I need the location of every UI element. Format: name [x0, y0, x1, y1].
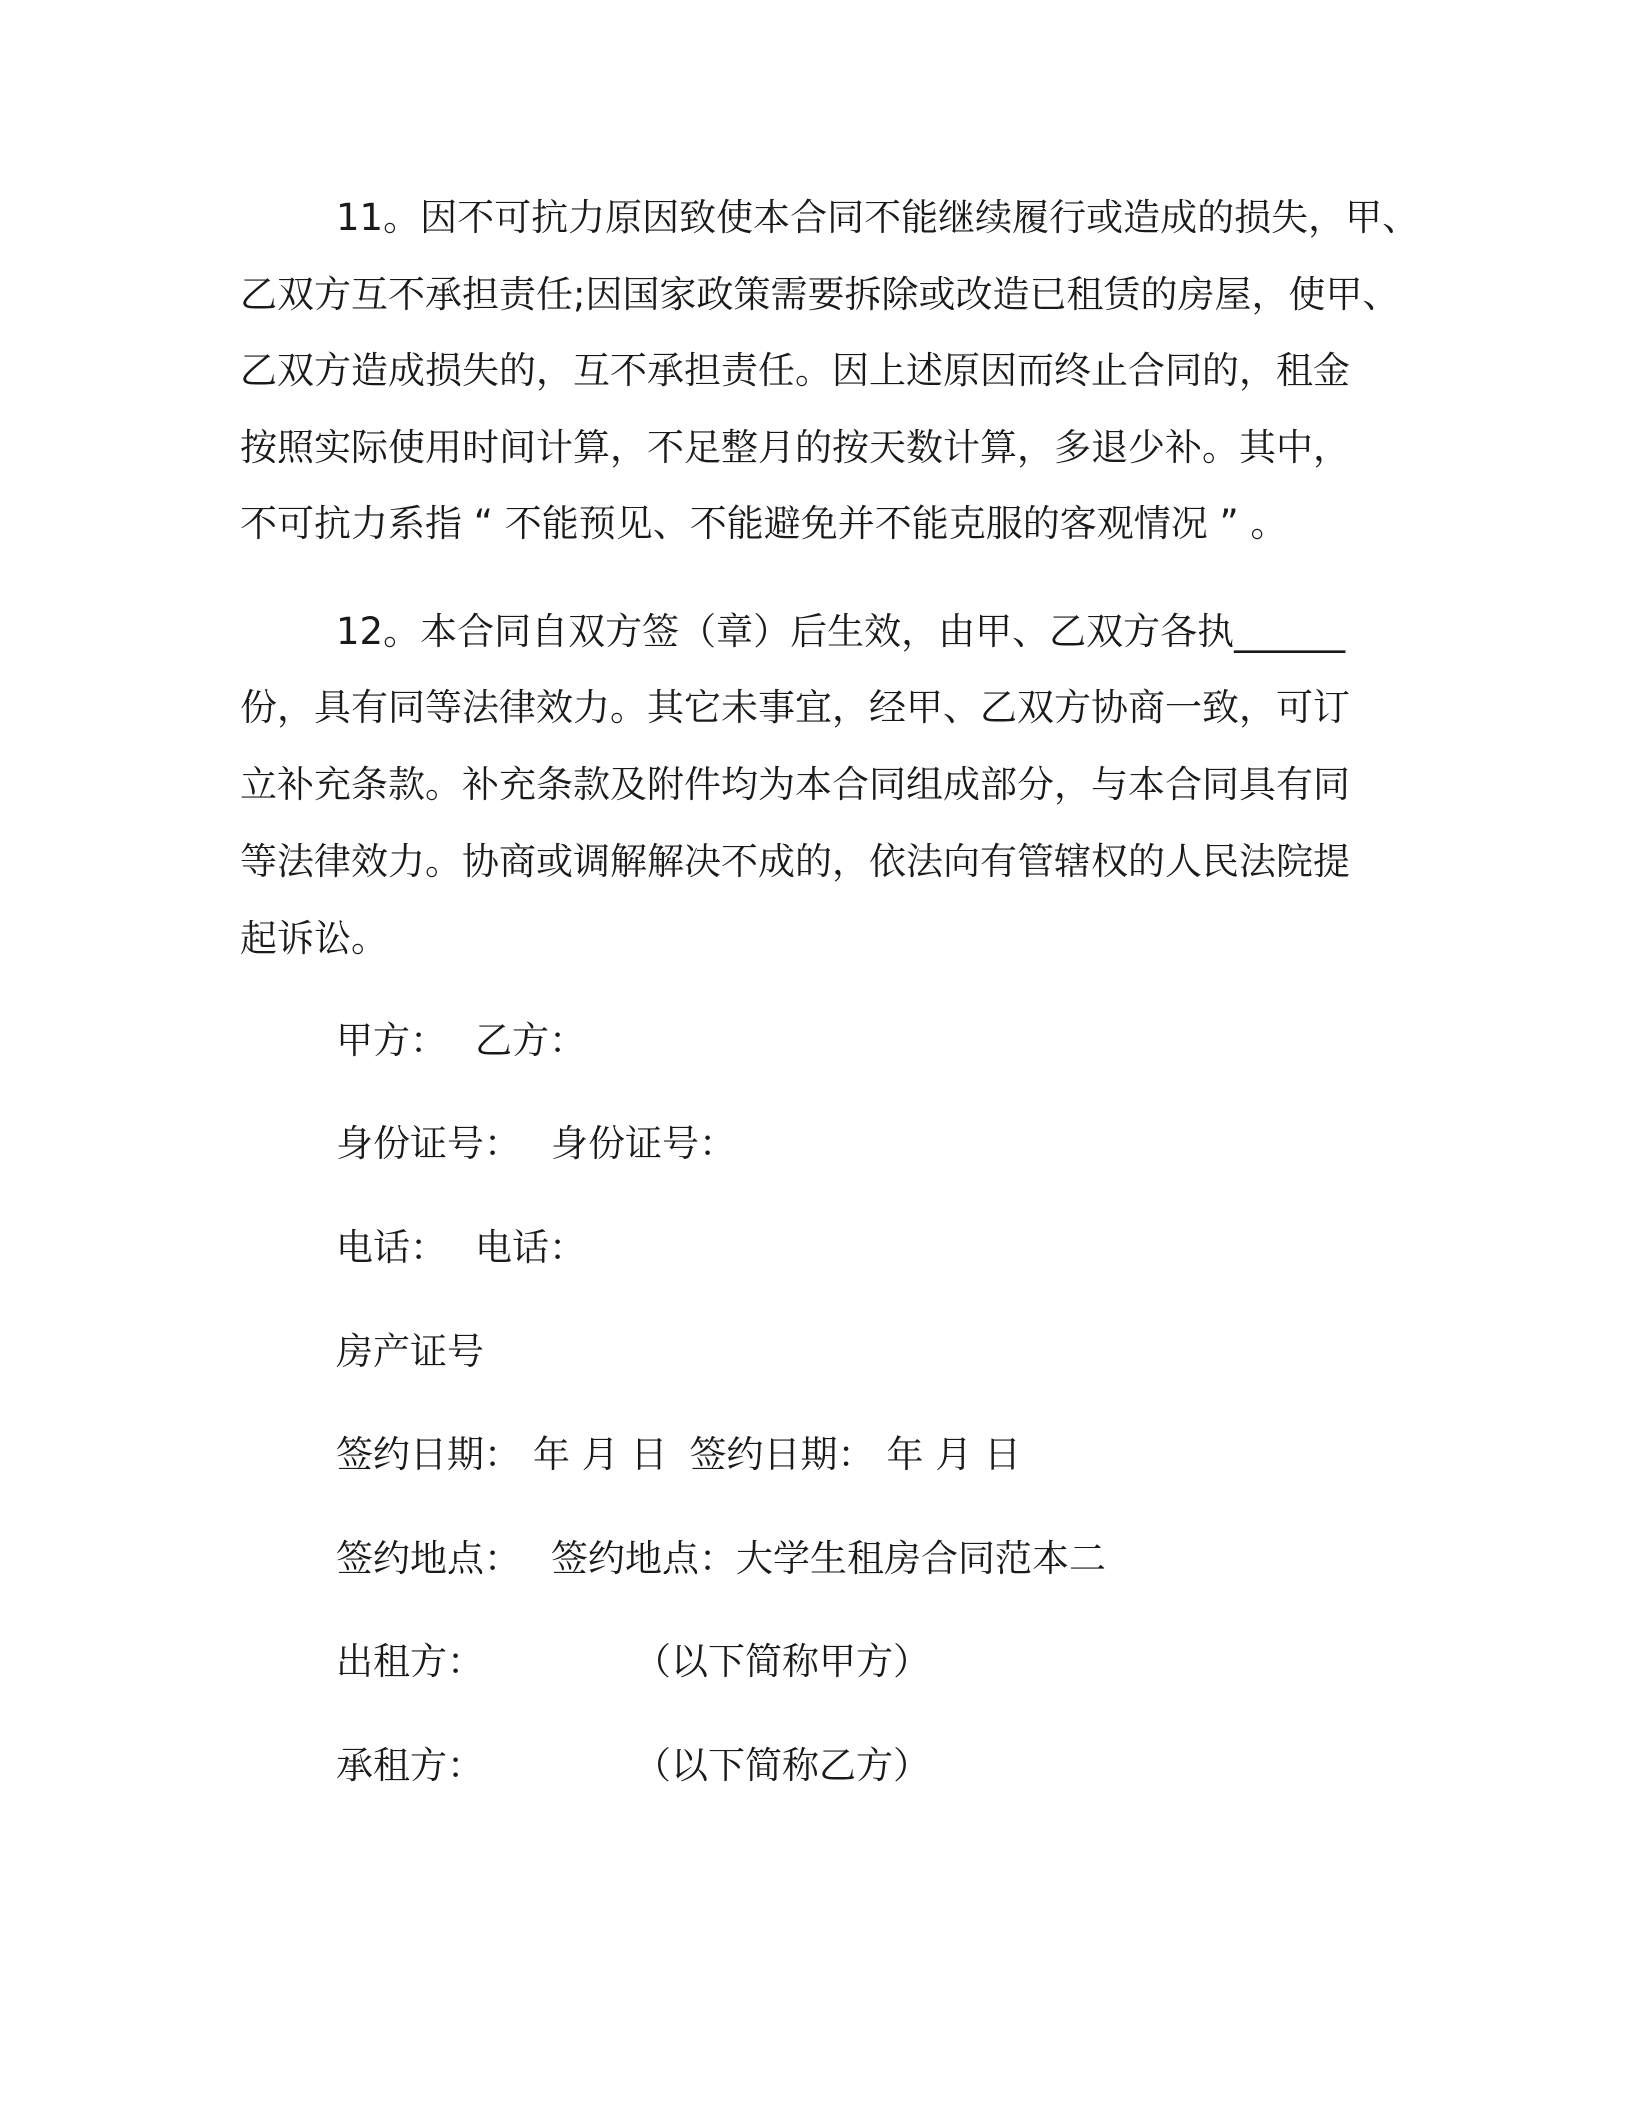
phone-row — [336, 1223, 586, 1273]
lessee-note: （以下简称乙方） — [634, 1744, 930, 1787]
clause-12-line-1: 12。本合同自双方签（章）后生效，由甲、乙双方各执______ — [336, 610, 1346, 653]
property-cert-label: 房产证号 — [336, 1330, 484, 1373]
lessee-label: 承租方： — [336, 1744, 484, 1787]
id-row — [336, 1119, 736, 1169]
phone-b-label: 电话： — [475, 1226, 586, 1269]
clause-12-line-4: 等法律效力。协商或调解解决不成的，依法向有管辖权的人民法院提 — [240, 840, 1350, 883]
lessor-row — [336, 1637, 930, 1687]
party-b-label: 乙方： — [475, 1019, 586, 1062]
party-row — [336, 1016, 586, 1066]
party-a-label: 甲方： — [336, 1019, 447, 1062]
property-cert-row — [336, 1327, 484, 1377]
date-a-label: 签约日期： — [336, 1433, 521, 1476]
date-a-value: 年 月 日 — [533, 1433, 668, 1476]
date-row — [336, 1430, 1021, 1480]
id-b-label: 身份证号： — [551, 1122, 736, 1165]
id-a-label: 身份证号： — [336, 1122, 521, 1165]
clause-11-line-1: 11。因不可抗力原因致使本合同不能继续履行或造成的损失，甲、 — [336, 196, 1420, 239]
clause-11-line-5: 不可抗力系指 “ 不能预见、不能避免并不能克服的客观情况 ” 。 — [240, 502, 1288, 545]
clause-12-line-3: 立补充条款。补充条款及附件均为本合同组成部分，与本合同具有同 — [240, 763, 1350, 806]
next-contract-title: 大学生租房合同范本二 — [736, 1537, 1106, 1580]
place-b-label: 签约地点： — [551, 1537, 736, 1580]
place-row — [336, 1534, 1106, 1584]
place-a-label: 签约地点： — [336, 1537, 521, 1580]
date-b-label: 签约日期： — [689, 1433, 875, 1476]
clause-11-line-4: 按照实际使用时间计算，不足整月的按天数计算，多退少补。其中， — [240, 426, 1350, 469]
phone-a-label: 电话： — [336, 1226, 447, 1269]
clause-12-line-2: 份，具有同等法律效力。其它未事宜，经甲、乙双方协商一致，可订 — [240, 686, 1350, 729]
date-b-value: 年 月 日 — [886, 1433, 1022, 1476]
clause-12-line-5: 起诉讼。 — [240, 917, 388, 960]
lessor-label: 出租方： — [336, 1640, 484, 1683]
clause-11-line-2: 乙双方互不承担责任;因国家政策需要拆除或改造已租赁的房屋，使甲、 — [240, 273, 1400, 316]
lessee-row — [336, 1741, 930, 1791]
clause-11-line-3: 乙双方造成损失的，互不承担责任。因上述原因而终止合同的，租金 — [240, 349, 1350, 392]
lessor-note: （以下简称甲方） — [634, 1640, 930, 1683]
